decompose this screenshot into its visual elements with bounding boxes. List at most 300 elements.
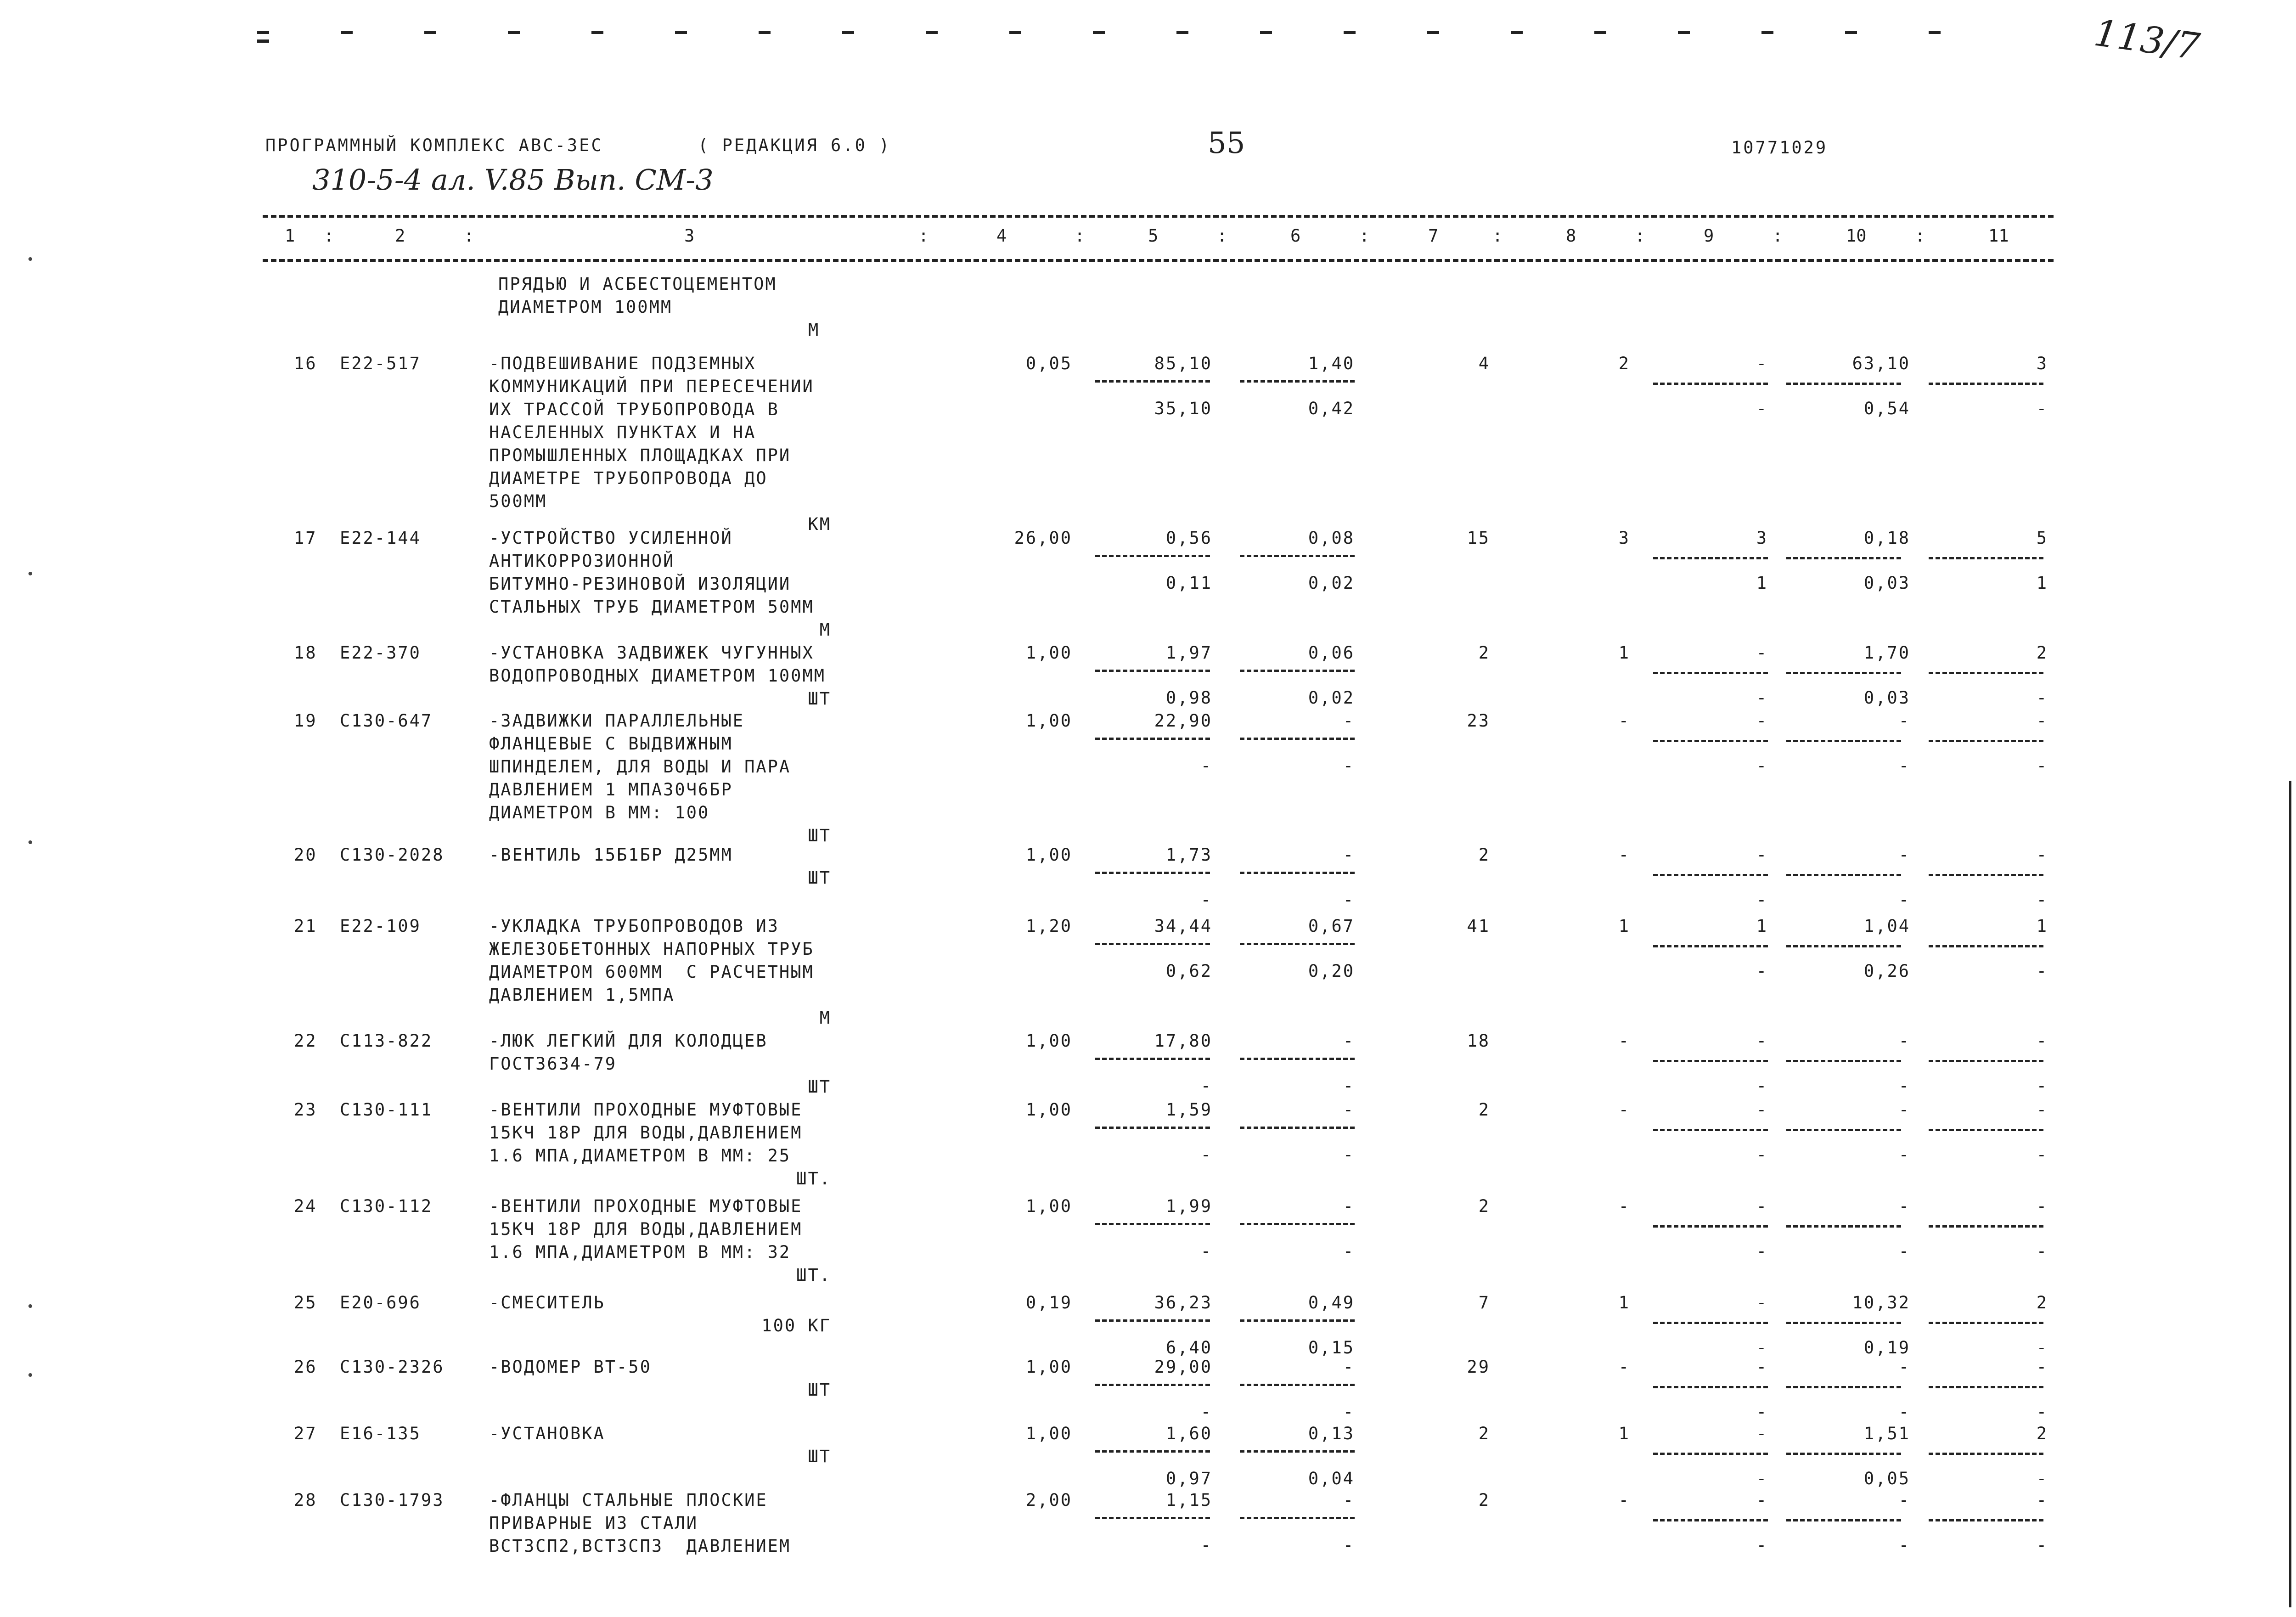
subtotal-dash-line (1929, 672, 2043, 674)
row-number: 17 (294, 528, 317, 548)
subtotal-dash-line (1786, 557, 1901, 559)
column-separator: : (1492, 226, 1503, 246)
value-col6: 0,06 (1308, 643, 1355, 663)
row-description: -СМЕСИТЕЛЬ (489, 1293, 605, 1313)
value-col11-sub: - (2036, 1402, 2048, 1422)
subtotal-dash-line (1786, 1322, 1901, 1324)
value-col9: - (1756, 1100, 1768, 1120)
value-col6: 0,08 (1308, 528, 1355, 548)
subtotal-dash-line (1653, 1386, 1768, 1388)
value-col11-sub: - (2036, 1076, 2048, 1096)
subtotal-dash-line (1095, 1384, 1210, 1386)
value-col5: 85,10 (1154, 354, 1212, 373)
value-col7: 4 (1478, 354, 1490, 373)
row-description: -ВЕНТИЛИ ПРОХОДНЫЕ МУФТОВЫЕ (489, 1100, 803, 1120)
value-col11: 2 (2036, 1424, 2048, 1443)
value-col6: 0,49 (1308, 1293, 1355, 1313)
subtotal-dash-line (1786, 1060, 1901, 1062)
row-unit: ШТ (808, 868, 831, 888)
column-number: 8 (1566, 226, 1576, 246)
carry-over-line: ДИАМЕТРОМ 100ММ (498, 297, 673, 317)
column-separator: : (1359, 226, 1370, 246)
value-col4: 1,20 (1025, 916, 1072, 936)
value-col5: 1,99 (1165, 1196, 1212, 1216)
value-col11: - (2036, 1196, 2048, 1216)
value-col10: 10,32 (1852, 1293, 1910, 1313)
value-col4: 1,00 (1025, 1357, 1072, 1377)
value-col6-sub: - (1343, 1076, 1355, 1096)
value-col7: 29 (1467, 1357, 1490, 1377)
subtotal-dash-line (1653, 1453, 1768, 1455)
value-col11-sub: - (2036, 1241, 2048, 1261)
value-col9-sub: - (1756, 1145, 1768, 1165)
value-col4: 2,00 (1025, 1490, 1072, 1510)
value-col10-sub: 0,19 (1863, 1338, 1910, 1358)
value-col7: 2 (1478, 643, 1490, 663)
margin-dot (28, 572, 32, 575)
value-col5: 1,97 (1165, 643, 1212, 663)
corner-mark: 113/7 (2091, 11, 2202, 68)
value-col6-sub: - (1343, 890, 1355, 910)
row-unit: КМ (808, 514, 831, 534)
value-col8: - (1618, 1031, 1630, 1051)
value-col5-sub: 35,10 (1154, 399, 1212, 418)
value-col9-sub: - (1756, 399, 1768, 418)
value-col8: - (1618, 1490, 1630, 1510)
subtotal-dash-line (1786, 945, 1901, 947)
value-col4: 1,00 (1025, 711, 1072, 731)
value-col7: 2 (1478, 1100, 1490, 1120)
value-col5-sub: - (1200, 756, 1212, 776)
value-col5-sub: - (1200, 1402, 1212, 1422)
value-col9-sub: - (1756, 1469, 1768, 1488)
subtotal-dash-line (1653, 557, 1768, 559)
subtotal-dash-line (1240, 1384, 1355, 1386)
subtotal-dash-line (1786, 1129, 1901, 1131)
row-code: Е22-517 (340, 354, 421, 373)
margin-dot (28, 1373, 32, 1377)
subtotal-dash-line (1095, 872, 1210, 874)
value-col4: 1,00 (1025, 1196, 1072, 1216)
carry-over-unit: М (808, 320, 820, 340)
value-col4: 1,00 (1025, 643, 1072, 663)
row-code: С113-822 (340, 1031, 433, 1051)
value-col11-sub: - (2036, 756, 2048, 776)
value-col9-sub: - (1756, 1338, 1768, 1358)
value-col8: 3 (1618, 528, 1630, 548)
column-number: 5 (1148, 226, 1159, 246)
subtotal-dash-line (1240, 738, 1355, 740)
column-number: 6 (1290, 226, 1301, 246)
value-col9: - (1756, 1357, 1768, 1377)
row-description: -ВЕНТИЛЬ 15Б1БР Д25ММ (489, 845, 733, 865)
value-col8: - (1618, 1196, 1630, 1216)
subtotal-dash-line (1653, 1322, 1768, 1324)
value-col6: 0,13 (1308, 1424, 1355, 1443)
column-number: 9 (1704, 226, 1714, 246)
row-description: -ФЛАНЦЫ СТАЛЬНЫЕ ПЛОСКИЕ (489, 1490, 768, 1510)
row-description: ФЛАНЦЕВЫЕ С ВЫДВИЖНЫМ (489, 734, 733, 754)
row-number: 25 (294, 1293, 317, 1313)
value-col10: - (1898, 1031, 1910, 1051)
column-number: 11 (1988, 226, 2009, 246)
value-col10: 1,51 (1863, 1424, 1910, 1443)
header-rule-top (263, 215, 2054, 218)
row-description: БИТУМНО-РЕЗИНОВОЙ ИЗОЛЯЦИИ (489, 574, 791, 594)
value-col8: 1 (1618, 643, 1630, 663)
subtotal-dash-line (1240, 1058, 1355, 1060)
program-title: ПРОГРАММНЫЙ КОМПЛЕКС АВС-3ЕС (265, 135, 603, 155)
value-col11: - (2036, 1490, 2048, 1510)
value-col7: 7 (1478, 1293, 1490, 1313)
row-description: ИХ ТРАССОЙ ТРУБОПРОВОДА В (489, 400, 779, 419)
value-col10: 63,10 (1852, 354, 1910, 373)
row-code: С130-2326 (340, 1357, 445, 1377)
subtotal-dash-line (1653, 1519, 1768, 1521)
value-col9-sub: - (1756, 1076, 1768, 1096)
row-description: -ЗАДВИЖКИ ПАРАЛЛЕЛЬНЫЕ (489, 711, 745, 731)
row-code: Е22-109 (340, 916, 421, 936)
row-unit: ШТ (808, 1447, 831, 1466)
value-col6: - (1343, 1100, 1355, 1120)
column-separator: : (1075, 226, 1085, 246)
row-unit: ШТ (808, 689, 831, 709)
row-code: Е20-696 (340, 1293, 421, 1313)
margin-dot (28, 257, 32, 261)
row-description: 15КЧ 18Р ДЛЯ ВОДЫ,ДАВЛЕНИЕМ (489, 1219, 803, 1239)
value-col5-sub: 6,40 (1165, 1338, 1212, 1358)
subtotal-dash-line (1929, 557, 2043, 559)
value-col5: 1,15 (1165, 1490, 1212, 1510)
value-col10-sub: 0,03 (1863, 573, 1910, 593)
row-code: Е22-144 (340, 528, 421, 548)
column-separator: : (918, 226, 929, 246)
value-col8: - (1618, 1100, 1630, 1120)
row-code: С130-112 (340, 1196, 433, 1216)
row-unit: 100 КГ (761, 1316, 831, 1335)
row-description: -ВОДОМЕР ВТ-50 (489, 1357, 652, 1377)
value-col9: - (1756, 845, 1768, 865)
value-col9: 1 (1756, 916, 1768, 936)
subtotal-dash-line (1240, 1517, 1355, 1519)
value-col7: 2 (1478, 1490, 1490, 1510)
column-separator: : (464, 226, 474, 246)
value-col10-sub: - (1898, 1076, 1910, 1096)
subtotal-dash-line (1929, 383, 2043, 385)
subtotal-dash-line (1929, 1129, 2043, 1131)
handwritten-reference: 310-5-4 ал. V.85 Вып. СМ-3 (312, 163, 714, 197)
subtotal-dash-line (1786, 1519, 1901, 1521)
subtotal-dash-line (1095, 1127, 1210, 1129)
subtotal-dash-line (1653, 740, 1768, 742)
subtotal-dash-line (1095, 1058, 1210, 1060)
subtotal-dash-line (1786, 874, 1901, 876)
row-description: -УСТАНОВКА ЗАДВИЖЕК ЧУГУННЫХ (489, 643, 814, 663)
column-number: 1 (285, 226, 295, 246)
value-col10-sub: - (1898, 1241, 1910, 1261)
subtotal-dash-line (1929, 1225, 2043, 1228)
value-col10-sub: - (1898, 890, 1910, 910)
value-col11: 5 (2036, 528, 2048, 548)
row-description: ВСТ3СП2,ВСТ3СП3 ДАВЛЕНИЕМ (489, 1536, 791, 1556)
value-col5-sub: 0,98 (1165, 688, 1212, 708)
value-col10-sub: 0,05 (1863, 1469, 1910, 1488)
value-col6-sub: 0,20 (1308, 961, 1355, 981)
value-col6-sub: - (1343, 756, 1355, 776)
row-number: 19 (294, 711, 317, 731)
value-col9-sub: - (1756, 1241, 1768, 1261)
value-col6-sub: 0,15 (1308, 1338, 1355, 1358)
right-edge-rule (2289, 781, 2291, 1607)
value-col11: 2 (2036, 643, 2048, 663)
value-col5: 1,60 (1165, 1424, 1212, 1443)
subtotal-dash-line (1786, 1225, 1901, 1228)
value-col11: 1 (2036, 916, 2048, 936)
value-col6: 0,67 (1308, 916, 1355, 936)
value-col5-sub: - (1200, 1145, 1212, 1165)
value-col7: 2 (1478, 1424, 1490, 1443)
value-col5: 1,73 (1165, 845, 1212, 865)
value-col11-sub: 1 (2036, 573, 2048, 593)
row-description: КОММУНИКАЦИЙ ПРИ ПЕРЕСЕЧЕНИИ (489, 377, 814, 396)
row-code: Е16-135 (340, 1424, 421, 1443)
row-description: ДИАМЕТРЕ ТРУБОПРОВОДА ДО (489, 468, 768, 488)
value-col10: 0,18 (1863, 528, 1910, 548)
row-description: -УСТРОЙСТВО УСИЛЕННОЙ (489, 528, 733, 548)
value-col11: - (2036, 1031, 2048, 1051)
value-col9: - (1756, 1196, 1768, 1216)
value-col11: - (2036, 711, 2048, 731)
value-col11-sub: - (2036, 688, 2048, 708)
value-col4: 1,00 (1025, 1424, 1072, 1443)
row-code: С130-1793 (340, 1490, 445, 1510)
row-number: 24 (294, 1196, 317, 1216)
row-unit: ШТ (808, 1380, 831, 1400)
value-col4: 1,00 (1025, 845, 1072, 865)
top-dash-row (257, 28, 2043, 37)
subtotal-dash-line (1786, 672, 1901, 674)
value-col11-sub: - (2036, 1145, 2048, 1165)
row-number: 23 (294, 1100, 317, 1120)
value-col11-sub: - (2036, 399, 2048, 418)
value-col5: 34,44 (1154, 916, 1212, 936)
column-number: 4 (996, 226, 1007, 246)
subtotal-dash-line (1929, 874, 2043, 876)
value-col8: 1 (1618, 916, 1630, 936)
column-number: 2 (395, 226, 405, 246)
value-col4: 1,00 (1025, 1031, 1072, 1051)
value-col8: 1 (1618, 1424, 1630, 1443)
value-col6: - (1343, 711, 1355, 731)
subtotal-dash-line (1929, 1453, 2043, 1455)
value-col9: - (1756, 1490, 1768, 1510)
row-description: -ЛЮК ЛЕГКИЙ ДЛЯ КОЛОДЦЕВ (489, 1031, 768, 1051)
value-col11: - (2036, 845, 2048, 865)
row-description: ГОСТ3634-79 (489, 1054, 617, 1074)
subtotal-dash-line (1095, 555, 1210, 557)
value-col7: 15 (1467, 528, 1490, 548)
subtotal-dash-line (1786, 1453, 1901, 1455)
row-number: 22 (294, 1031, 317, 1051)
subtotal-dash-line (1929, 1060, 2043, 1062)
value-col7: 18 (1467, 1031, 1490, 1051)
value-col6-sub: 0,04 (1308, 1469, 1355, 1488)
value-col5: 17,80 (1154, 1031, 1212, 1051)
value-col10: - (1898, 1490, 1910, 1510)
subtotal-dash-line (1653, 1225, 1768, 1228)
value-col5: 1,59 (1165, 1100, 1212, 1120)
subtotal-dash-line (1095, 380, 1210, 383)
subtotal-dash-line (1240, 1223, 1355, 1225)
value-col11: - (2036, 1357, 2048, 1377)
value-col5-sub: 0,97 (1165, 1469, 1212, 1488)
margin-dot (28, 1304, 32, 1308)
value-col10: - (1898, 845, 1910, 865)
subtotal-dash-line (1240, 1127, 1355, 1129)
column-separator: : (1773, 226, 1783, 246)
value-col9-sub: - (1756, 1402, 1768, 1422)
carry-over-line: ПРЯДЬЮ И АСБЕСТОЦЕМЕНТОМ (498, 274, 777, 294)
value-col5-sub: - (1200, 890, 1212, 910)
subtotal-dash-line (1653, 945, 1768, 947)
row-number: 16 (294, 354, 317, 373)
value-col5: 36,23 (1154, 1293, 1212, 1313)
value-col10: - (1898, 711, 1910, 731)
row-unit: ШТ. (796, 1265, 831, 1285)
column-separator: : (324, 226, 334, 246)
value-col6: - (1343, 845, 1355, 865)
value-col11-sub: - (2036, 1535, 2048, 1555)
subtotal-dash-line (1786, 1386, 1901, 1388)
value-col9-sub: - (1756, 961, 1768, 981)
row-description: ПРОМЫШЛЕННЫХ ПЛОЩАДКАХ ПРИ (489, 445, 791, 465)
value-col4: 26,00 (1014, 528, 1072, 548)
subtotal-dash-line (1929, 1519, 2043, 1521)
value-col9: - (1756, 643, 1768, 663)
row-description: АНТИКОРРОЗИОННОЙ (489, 551, 675, 571)
subtotal-dash-line (1095, 1517, 1210, 1519)
subtotal-dash-line (1240, 555, 1355, 557)
subtotal-dash-line (1653, 383, 1768, 385)
value-col11-sub: - (2036, 961, 2048, 981)
value-col9-sub: - (1756, 756, 1768, 776)
value-col6: 1,40 (1308, 354, 1355, 373)
row-description: ДАВЛЕНИЕМ 1 МПА30Ч6БР (489, 780, 733, 800)
subtotal-dash-line (1240, 943, 1355, 945)
subtotal-dash-line (1095, 1450, 1210, 1453)
value-col9: - (1756, 354, 1768, 373)
column-separator: : (1915, 226, 1925, 246)
value-col9: - (1756, 1424, 1768, 1443)
value-col6-sub: 0,02 (1308, 573, 1355, 593)
value-col10-sub: - (1898, 1145, 1910, 1165)
subtotal-dash-line (1095, 1223, 1210, 1225)
row-number: 21 (294, 916, 317, 936)
value-col5-sub: - (1200, 1241, 1212, 1261)
row-description: 500ММ (489, 491, 547, 511)
value-col6: - (1343, 1031, 1355, 1051)
margin-dot (28, 840, 32, 844)
subtotal-dash-line (1786, 383, 1901, 385)
value-col8: 1 (1618, 1293, 1630, 1313)
value-col10: 1,04 (1863, 916, 1910, 936)
value-col9-sub: - (1756, 1535, 1768, 1555)
row-description: -УКЛАДКА ТРУБОПРОВОДОВ ИЗ (489, 916, 779, 936)
value-col11: 3 (2036, 354, 2048, 373)
value-col9-sub: - (1756, 890, 1768, 910)
row-unit: ШТ (808, 1077, 831, 1097)
row-number: 28 (294, 1490, 317, 1510)
subtotal-dash-line (1929, 740, 2043, 742)
value-col10-sub: - (1898, 756, 1910, 776)
column-number: 3 (684, 226, 695, 246)
subtotal-dash-line (1240, 872, 1355, 874)
value-col10-sub: 0,03 (1863, 688, 1910, 708)
row-unit: ШТ. (796, 1169, 831, 1189)
value-col10: - (1898, 1100, 1910, 1120)
value-col10-sub: 0,54 (1863, 399, 1910, 418)
value-col5: 0,56 (1165, 528, 1212, 548)
value-col6-sub: 0,02 (1308, 688, 1355, 708)
value-col6: - (1343, 1490, 1355, 1510)
value-col5-sub: - (1200, 1535, 1212, 1555)
subtotal-dash-line (1095, 738, 1210, 740)
value-col10: 1,70 (1863, 643, 1910, 663)
row-description: -УСТАНОВКА (489, 1424, 605, 1443)
subtotal-dash-line (1095, 943, 1210, 945)
value-col9: - (1756, 1031, 1768, 1051)
value-col6: - (1343, 1196, 1355, 1216)
value-col8: - (1618, 1357, 1630, 1377)
value-col6-sub: - (1343, 1402, 1355, 1422)
subtotal-dash-line (1240, 1450, 1355, 1453)
value-col6-sub: - (1343, 1145, 1355, 1165)
value-col9-sub: 1 (1756, 573, 1768, 593)
value-col6-sub: - (1343, 1535, 1355, 1555)
row-description: ДИАМЕТРОМ В ММ: 100 (489, 803, 710, 823)
subtotal-dash-line (1653, 874, 1768, 876)
value-col7: 2 (1478, 1196, 1490, 1216)
value-col9: 3 (1756, 528, 1768, 548)
subtotal-dash-line (1095, 670, 1210, 672)
row-unit: ШТ (808, 826, 831, 845)
row-description: ВОДОПРОВОДНЫХ ДИАМЕТРОМ 100ММ (489, 666, 826, 686)
row-description: 1.6 МПА,ДИАМЕТРОМ В ММ: 25 (489, 1146, 791, 1166)
value-col4: 0,19 (1025, 1293, 1072, 1313)
value-col8: - (1618, 845, 1630, 865)
edition-label: ( РЕДАКЦИЯ 6.0 ) (698, 135, 891, 155)
column-separator: : (1635, 226, 1645, 246)
value-col11: - (2036, 1100, 2048, 1120)
row-description: ЖЕЛЕЗОБЕТОННЫХ НАПОРНЫХ ТРУБ (489, 939, 814, 959)
document-code: 10771029 (1731, 138, 1828, 158)
value-col5-sub: 0,11 (1165, 573, 1212, 593)
subtotal-dash-line (1929, 1322, 2043, 1324)
row-unit: М (819, 620, 831, 640)
subtotal-dash-line (1929, 1386, 2043, 1388)
subtotal-dash-line (1240, 380, 1355, 383)
row-description: -ВЕНТИЛИ ПРОХОДНЫЕ МУФТОВЫЕ (489, 1196, 803, 1216)
value-col8: 2 (1618, 354, 1630, 373)
value-col5: 22,90 (1154, 711, 1212, 731)
row-description: 1.6 МПА,ДИАМЕТРОМ В ММ: 32 (489, 1242, 791, 1262)
page-number: 55 (1208, 126, 1245, 160)
row-description: ДИАМЕТРОМ 600ММ С РАСЧЕТНЫМ (489, 962, 814, 982)
value-col6-sub: 0,42 (1308, 399, 1355, 418)
row-number: 26 (294, 1357, 317, 1377)
row-number: 27 (294, 1424, 317, 1443)
subtotal-dash-line (1240, 670, 1355, 672)
